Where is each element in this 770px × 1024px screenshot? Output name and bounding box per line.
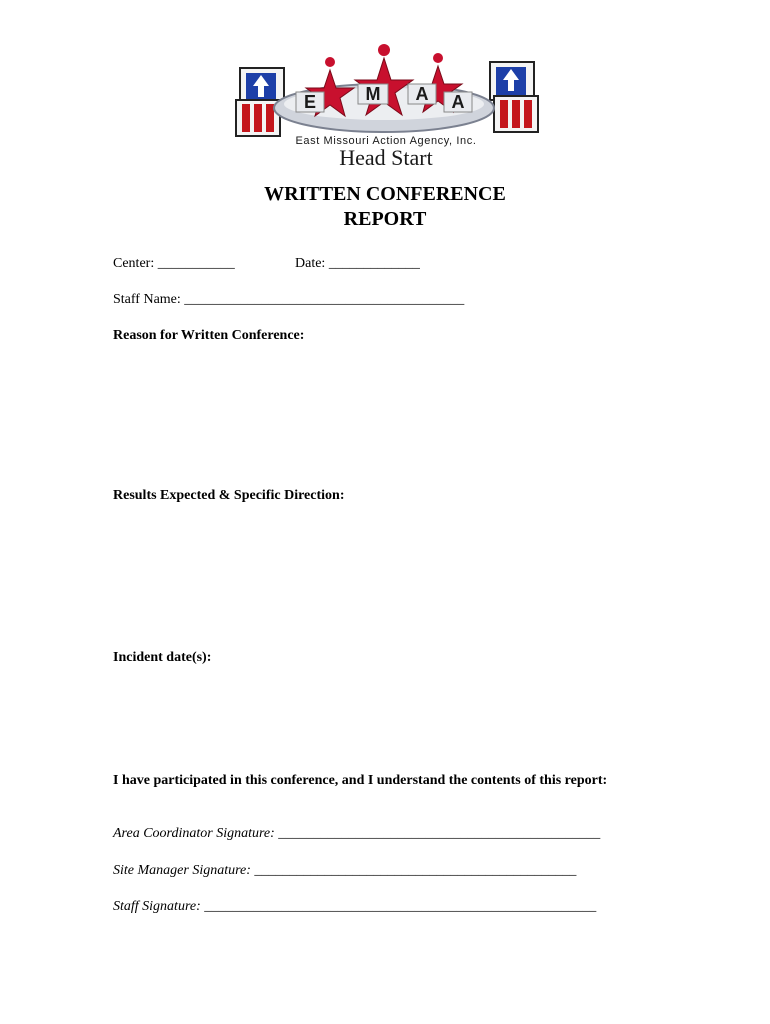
title-line-1: WRITTEN CONFERENCE [264, 183, 506, 205]
staff-signature-label: Staff Signature: [113, 899, 201, 914]
center-label: Center: [113, 256, 155, 271]
logo-letter: A [415, 84, 429, 104]
date-blank[interactable]: _____________ [328, 256, 420, 271]
toy-blocks-right-icon [490, 62, 538, 132]
staff-signature-field [113, 899, 596, 915]
emaa-head-start-logo [232, 40, 542, 170]
program-name: Head Start [339, 145, 433, 170]
site-manager-signature-blank[interactable]: ______________________________________________ [254, 863, 577, 878]
center-field [113, 256, 235, 272]
site-manager-signature-field [113, 863, 576, 879]
area-coordinator-signature-blank[interactable]: ______________________________________________ [278, 826, 601, 841]
date-field [295, 256, 420, 272]
results-heading: Results Expected & Specific Direction: [113, 488, 345, 503]
agency-name: East Missouri Action Agency, Inc. [295, 135, 477, 147]
logo-letter: M [365, 84, 381, 104]
incident-heading: Incident date(s): [113, 650, 212, 665]
reason-heading: Reason for Written Conference: [113, 328, 305, 343]
area-coordinator-signature-field [113, 826, 600, 842]
acknowledgement-statement: I have participated in this conference, and I understand the contents of this report: [113, 773, 608, 788]
center-blank[interactable]: ___________ [157, 256, 235, 271]
title-line-2: REPORT [343, 208, 427, 230]
area-coordinator-signature-label: Area Coordinator Signature: [113, 826, 275, 841]
staff-name-label: Staff Name: [113, 292, 181, 307]
staff-name-field [113, 292, 464, 308]
site-manager-signature-label: Site Manager Signature: [113, 863, 251, 878]
logo-letter: E [303, 92, 317, 112]
date-label: Date: [295, 256, 326, 271]
staff-signature-blank[interactable]: ________________________________________________________ [204, 899, 597, 914]
staff-name-blank[interactable]: ________________________________________ [184, 292, 465, 307]
document-title [0, 182, 770, 232]
logo-letter: A [451, 92, 465, 112]
